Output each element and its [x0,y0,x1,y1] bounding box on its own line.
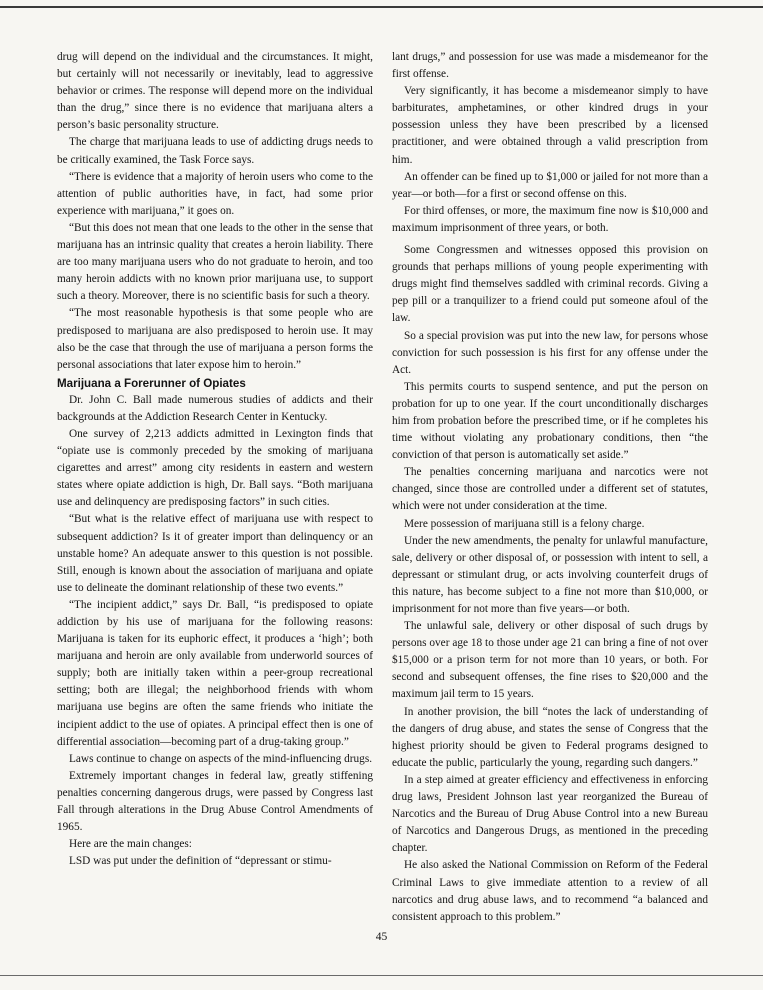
paragraph: The unlawful sale, delivery or other disposal of such drugs by persons over age 18 to those under age 21 can bring a fine of not over $15,000 or a prison term for not more than 10 years, or both. For second and subsequent offenses, the fine rises to $20,000 and the maximum jail term to 15 years. [392,620,708,701]
paragraph: LSD was put under the definition of “depressant or stimu- [69,855,332,868]
left-column [57,49,373,870]
paragraph: “But this does not mean that one leads to the other in the sense that marijuana has an intrinsic quality that creates a heroin liability. There are too many marijuana users who do not graduate to heroin, and too many heroin addicts with no known prior marijuana use, to support such a theory. Moreover, there is no scientific basis for such a theory. [57,221,373,303]
paragraph: In a step aimed at greater efficiency and effectiveness in enforcing drug laws, President Johnson last year reorganized the Bureau of Narcotics and the Bureau of Drug Abuse Control into a new Bureau of Narcotics and Dangerous Drugs, as mentioned in the preceding chapter. [392,773,708,855]
paragraph: The penalties concerning marijuana and narcotics were not changed, since those are controlled under a different set of statutes, which were not under consideration at the time. [392,466,708,513]
paragraph: “The incipient addict,” says Dr. Ball, “is predisposed to opiate addiction by his use of marijuana for the following reasons: Marijuana is taken for its euphoric effect, it produces a ‘high’; both marijuana and heroin are only available from underworld sources of supply; both are initially taken within a peer-group recreational setting; both are illegal; the neighborhood friends with whom marijuana use begins are often the same friends who initiate the incipient addict to the use of opiates. A principal effect then is one of differential association—becoming part of a drug-taking group.” [57,598,373,748]
paragraph: lant drugs,” and possession for use was made a misdemeanor for the first offense. [392,51,708,81]
paragraph: Dr. John C. Ball made numerous studies of addicts and their backgrounds at the Addiction Research Center in Kentucky. [57,393,373,423]
paragraph: He also asked the National Commission on Reform of the Federal Criminal Laws to give immediate attention to a review of all narcotics and drug abuse laws, and to recommend “a balanced and consistent approach to this problem.” [392,859,708,923]
page-number: 45 [375,931,388,943]
paragraph: The charge that marijuana leads to use of addicting drugs needs to be critically examined, the Task Force says. [57,136,373,166]
paragraph: Very significantly, it has become a misdemeanor simply to have barbiturates, amphetamines, or other kindred drugs in your possession unless they have been prescribed by a licensed practitioner, and were obtained through a valid prescription from him. [392,85,708,166]
paragraph: Under the new amendments, the penalty for unlawful manufacture, sale, delivery or other disposal of, or possession with intent to sell, a depressant or stimulant drug, or acts involving counterfeit drugs of this nature, has become subject to a fine not more than $10,000, or imprisonment for not more than five years—or both. [392,534,708,615]
paragraph: So a special provision was put into the new law, for persons whose conviction for such possession is his first for any offense under the Act. [392,329,708,376]
top-rule [0,6,763,8]
section-subheading: Marijuana a Forerunner of Opiates [57,376,246,390]
bottom-rule [0,975,763,976]
paragraph: “There is evidence that a majority of heroin users who come to the attention of public authorities have, in fact, had some prior experience with marijuana,” it goes on. [57,170,373,217]
paragraph: “The most reasonable hypothesis is that some people who are predisposed to marijuana are also predisposed to heroin use. It may also be the case that through the use of marijuana a person forms the personal associations that later expose him to heroin.” [57,307,373,371]
paragraph: This permits courts to suspend sentence, and put the person on probation for up to one year. If the court unconditionally discharges him from probation before the prescribed time, or if he completes his time without violating any probationary conditions, then “the conviction of that person is automatically set aside.” [392,380,708,462]
paragraph: “But what is the relative effect of marijuana use with respect to subsequent addiction? Is it of greater import than delinquency or an unstable home? An adequate answer to this question is not possible. Still, enough is known about the association of marijuana and opiate use to delineate the dominant relationship of these two events.” [57,513,373,594]
right-column [392,49,708,926]
paragraph: For third offenses, or more, the maximum fine now is $10,000 and maximum imprisonment of three years, or both. [392,204,708,234]
paragraph: Some Congressmen and witnesses opposed this provision on grounds that perhaps millions of young people experimenting with drugs might find themselves saddled with criminal records. Giving a pep pill or a tranquilizer to a friend could put someone afoul of the law. [392,244,708,325]
paragraph: An offender can be fined up to $1,000 or jailed for not more than a year—or both—for a first or second offense on this. [392,170,708,200]
paragraph: Mere possession of marijuana still is a felony charge. [404,517,645,530]
paragraph: In another provision, the bill “notes the lack of understanding of the dangers of drug abuse, and states the sense of Congress that the highest priority should be given to Federal programs designed to educate the public, particularly the young, regarding such dangers.” [392,705,708,769]
paragraph: drug will depend on the individual and the circumstances. It might, but certainly will not necessarily or inevitably, lead to aggressive behavior or crimes. The response will depend more on the individual than the drug,” since there is no evidence that marijuana alters a person’s basic personality structure. [57,51,373,132]
paragraph: Laws continue to change on aspects of the mind-influencing drugs. [69,752,373,765]
paragraph: One survey of 2,213 addicts admitted in Lexington finds that “opiate use is commonly preceded by the smoking of marijuana cigarettes and arrest” among city residents in eastern and western states where opiate addiction is high, Dr. Ball says. “Both marijuana use and delinquency are predisposing factors” in such cities. [57,427,373,509]
paragraph: Here are the main changes: [69,838,192,851]
paragraph: Extremely important changes in federal law, greatly stiffening penalties concerning dangerous drugs, were passed by Congress last Fall through alterations in the Drug Abuse Control Amendments of 1965. [57,769,373,834]
